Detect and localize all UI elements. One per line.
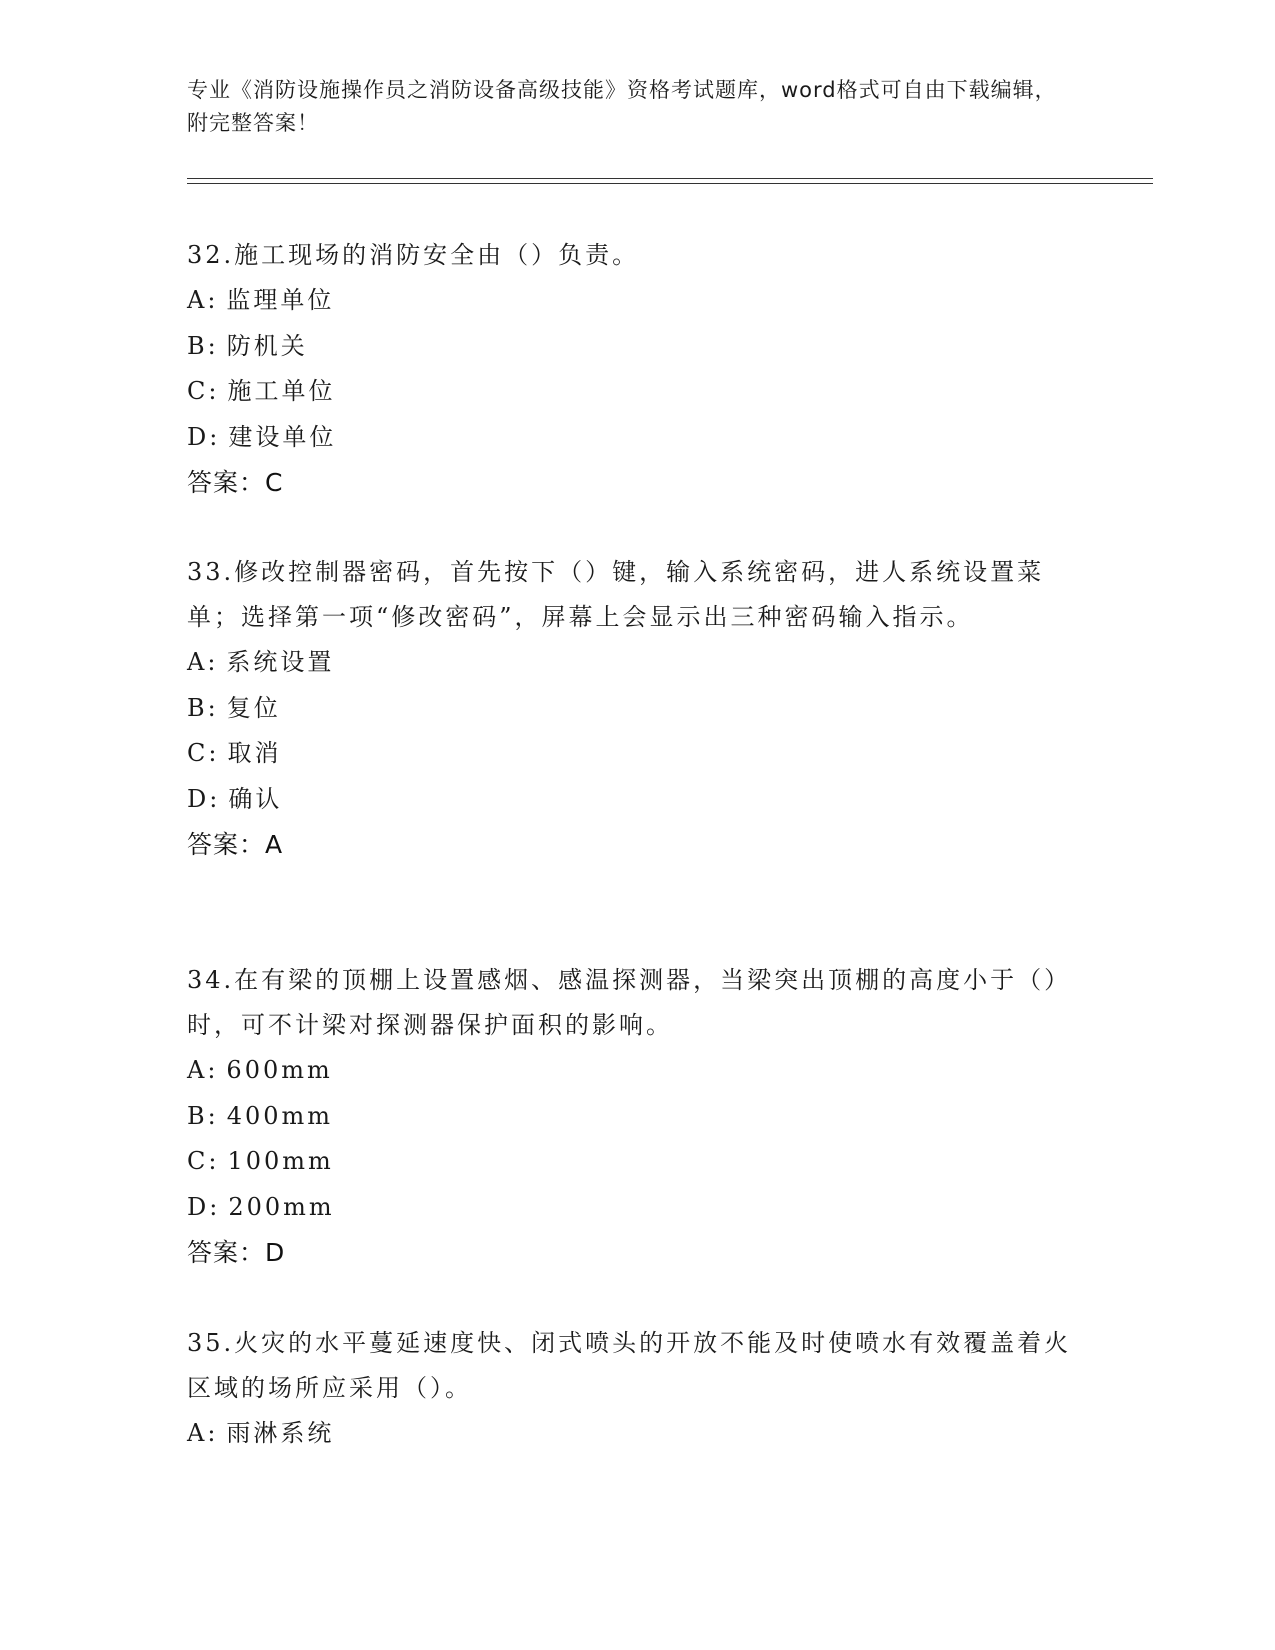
header-divider-top: [187, 178, 1153, 179]
option-key: D:: [187, 1192, 221, 1221]
option-d: [187, 777, 1077, 823]
option-text: 施工单位: [227, 377, 336, 405]
question-32: [187, 233, 1077, 506]
option-key: C:: [187, 1147, 220, 1175]
option-key: C:: [187, 377, 220, 405]
option-key: A:: [187, 1056, 219, 1084]
option-key: B:: [187, 1101, 219, 1130]
option-key: B:: [187, 693, 219, 722]
option-c: [187, 369, 1077, 415]
question-35: [187, 1321, 1077, 1457]
option-a: [187, 278, 1077, 324]
answer-line: 答案：D: [187, 1238, 286, 1267]
question-33: [187, 550, 1077, 868]
option-c: [187, 731, 1077, 777]
option-key: C:: [187, 739, 220, 767]
question-34: [187, 958, 1077, 1276]
option-b: [187, 1094, 1077, 1140]
option-key: D:: [187, 784, 221, 813]
option-text: 监理单位: [226, 286, 335, 314]
option-c: [187, 1139, 1077, 1185]
option-text: 600mm: [226, 1056, 333, 1084]
option-a: [187, 1048, 1077, 1094]
option-text: 100mm: [227, 1147, 334, 1175]
option-key: A:: [187, 286, 219, 314]
option-text: 200mm: [228, 1192, 335, 1221]
option-key: A:: [187, 1419, 219, 1447]
option-text: 系统设置: [226, 648, 335, 676]
option-text: 取消: [227, 739, 282, 767]
question-stem: 32.施工现场的消防安全由（）负责。: [187, 241, 640, 269]
answer-line: 答案：C: [187, 468, 284, 497]
option-key: B:: [187, 331, 219, 360]
option-b: [187, 324, 1077, 370]
option-text: 防机关: [226, 331, 308, 360]
question-stem: 33.修改控制器密码，首先按下（）键，输入系统密码，进人系统设置菜单；选择第一项“修改密码”，屏幕上会显示出三种密码输入指示。: [187, 558, 1045, 631]
option-text: 建设单位: [228, 422, 337, 451]
option-key: A:: [187, 648, 219, 676]
option-a: [187, 640, 1077, 686]
header-divider-bottom: [187, 183, 1153, 184]
option-text: 400mm: [226, 1101, 334, 1130]
option-a: [187, 1411, 1077, 1457]
question-stem: 35.火灾的水平蔓延速度快、闭式喷头的开放不能及时使喷水有效覆盖着火区域的场所应采用（）。: [187, 1329, 1072, 1402]
option-text: 雨淋系统: [226, 1419, 335, 1447]
option-b: [187, 686, 1077, 732]
option-text: 复位: [226, 693, 281, 722]
option-text: 确认: [228, 784, 283, 813]
option-d: [187, 1185, 1077, 1231]
question-stem: 34.在有梁的顶棚上设置感烟、感温探测器，当梁突出顶棚的高度小于（）时，可不计梁对探测器保护面积的影响。: [187, 966, 1072, 1039]
answer-line: 答案：A: [187, 830, 284, 859]
option-key: D:: [187, 422, 221, 451]
option-d: [187, 415, 1077, 461]
document-header: 专业《消防设施操作员之消防设备高级技能》资格考试题库，word格式可自由下载编辑，附完整答案！: [187, 78, 1057, 135]
